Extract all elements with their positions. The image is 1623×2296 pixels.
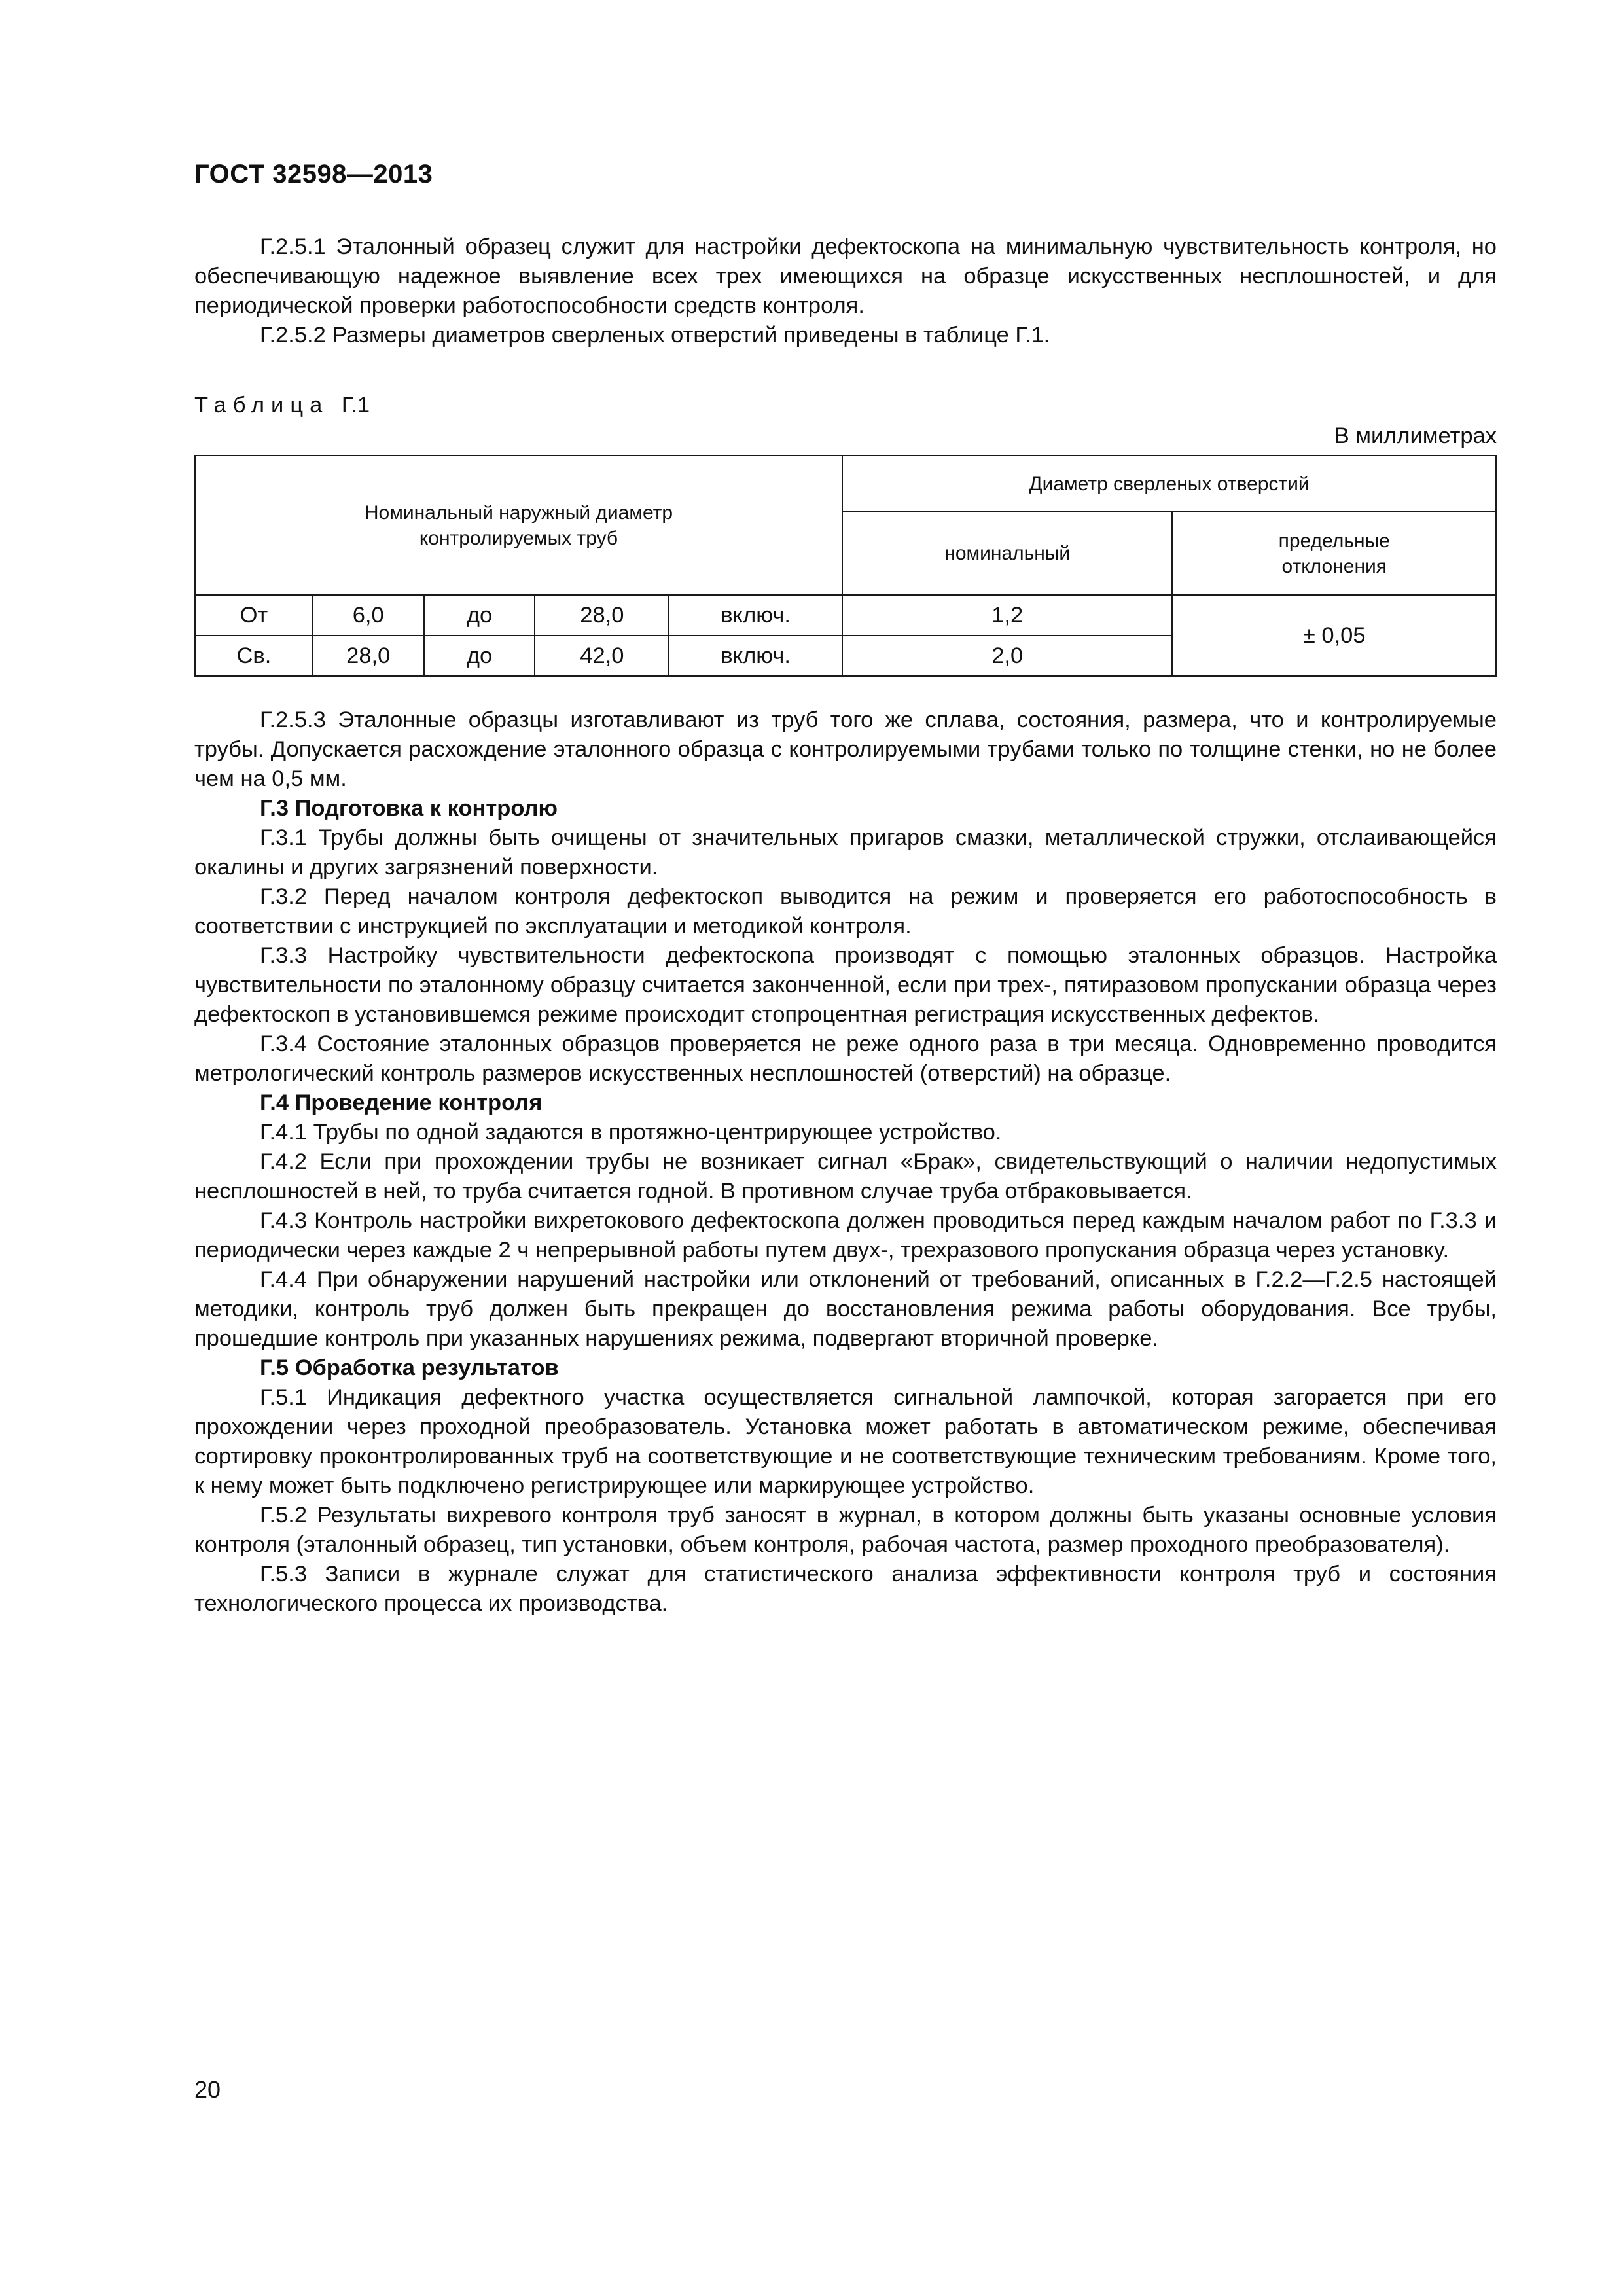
- table-units: В миллиметрах: [1334, 423, 1497, 448]
- section-heading-g5: Г.5 Обработка результатов: [260, 1355, 559, 1380]
- paragraph-g-5-1: Г.5.1 Индикация дефектного участка осуществляется сигнальной лампочкой, которая загорается при его прохождении через проходной преобразователь. Установка может работать в автоматическом режиме, обеспечивая сортировку проконтролированных труб на соответствующие и не соответствующие техническим требованиям. Кроме того, к нему может быть подключено регистрирующее или маркирующее устройство.: [194, 1385, 1497, 1498]
- paragraph-g-2-5-2: Г.2.5.2 Размеры диаметров сверленых отверстий приведены в таблице Г.1.: [260, 323, 1050, 348]
- table-caption: [194, 391, 1497, 420]
- header-nominal-outer-diameter-text: Номинальный наружный диаметр контролируемых труб: [364, 501, 673, 549]
- paragraph-g-3-3: Г.3.3 Настройку чувствительности дефектоскопа производят с помощью эталонных образцов. Настройка чувствительности по эталонному образцу считается законченной, если при трех-, пятиразовом пропускании образца через дефектоскоп в установившемся режиме происходит стопроцентная регистрация искусственных дефектов.: [194, 943, 1497, 1027]
- header-nominal-outer-diameter: [195, 456, 842, 595]
- paragraph-g-2-5-3: Г.2.5.3 Эталонные образцы изготавливают из труб того же сплава, состояния, размера, что и контролируемые трубы. Допускается расхождение эталонного образца с контролируемыми трубами только по толщине стенки, но не более чем на 0,5 мм.: [194, 708, 1497, 791]
- cell-from-word: От: [195, 595, 313, 636]
- paragraph-g-4-1: Г.4.1 Трубы по одной задаются в протяжно-центрирующее устройство.: [260, 1120, 1002, 1145]
- cell-nominal: 1,2: [842, 595, 1172, 636]
- section-heading-g4: Г.4 Проведение контроля: [260, 1090, 543, 1115]
- paragraph-g-2-5-1: Г.2.5.1 Эталонный образец служит для настройки дефектоскопа на минимальную чувствительность контроля, но обеспечивающую надежное выявление всех трех имеющихся на образце искусственных несплошностей, и для периодической проверки работоспособности средств контроля.: [194, 234, 1497, 318]
- header-nominal: номинальный: [842, 512, 1172, 595]
- table-caption-number: Г.1: [341, 393, 370, 418]
- cell-inclusive: включ.: [669, 636, 842, 676]
- cell-from-word: Св.: [195, 636, 313, 676]
- header-tolerance-text: предельные отклонения: [1278, 529, 1390, 577]
- cell-inclusive: включ.: [669, 595, 842, 636]
- paragraph-g-3-2: Г.3.2 Перед началом контроля дефектоскоп выводится на режим и проверяется его работоспособность в соответствии с инструкцией по эксплуатации и методикой контроля.: [194, 884, 1497, 939]
- page-content: [194, 232, 1497, 1619]
- paragraph-g-4-3: Г.4.3 Контроль настройки вихретокового дефектоскопа должен проводиться перед каждым началом работ по Г.3.3 и периодически через каждые 2 ч непрерывной работы путем двух-, трехразового пропускания образца через установку.: [194, 1208, 1497, 1263]
- table-header-row: [195, 456, 1496, 512]
- paragraph-g-3-1: Г.3.1 Трубы должны быть очищены от значительных пригаров смазки, металлической стружки, отслаивающейся окалины и других загрязнений поверхности.: [194, 825, 1497, 880]
- cell-tolerance: ± 0,05: [1172, 595, 1496, 676]
- cell-from-value: 28,0: [313, 636, 424, 676]
- cell-to-value: 28,0: [535, 595, 669, 636]
- cell-nominal: 2,0: [842, 636, 1172, 676]
- paragraph-g-4-2: Г.4.2 Если при прохождении трубы не возникает сигнал «Брак», свидетельствующий о наличии недопустимых несплошностей в ней, то труба считается годной. В противном случае труба отбраковывается.: [194, 1149, 1497, 1204]
- paragraph-g-3-4: Г.3.4 Состояние эталонных образцов проверяется не реже одного раза в три месяца. Одновременно проводится метрологический контроль размеров искусственных несплошностей (отверстий) на образце.: [194, 1031, 1497, 1086]
- table-caption-word: Таблица: [194, 393, 329, 418]
- page-number: 20: [194, 2076, 221, 2103]
- section-heading-g3: Г.3 Подготовка к контролю: [260, 796, 558, 821]
- cell-from-value: 6,0: [313, 595, 424, 636]
- cell-to-word: до: [424, 595, 535, 636]
- cell-to-word: до: [424, 636, 535, 676]
- document-code-header: ГОСТ 32598—2013: [194, 160, 433, 188]
- header-tolerance: [1172, 512, 1496, 595]
- table-row: [195, 595, 1496, 636]
- paragraph-g-4-4: Г.4.4 При обнаружении нарушений настройки или отклонений от требований, описанных в Г.2.2—Г.2.5 настоящей методики, контроль труб должен быть прекращен до восстановления режима работы оборудования. Все трубы, прошедшие контроль при указанных нарушениях режима, подвергают вторичной проверке.: [194, 1267, 1497, 1351]
- paragraph-g-5-2: Г.5.2 Результаты вихревого контроля труб заносят в журнал, в котором должны быть указаны основные условия контроля (эталонный образец, тип установки, объем контроля, рабочая частота, размер проходного преобразователя).: [194, 1503, 1497, 1557]
- paragraph-g-5-3: Г.5.3 Записи в журнале служат для статистического анализа эффективности контроля труб и состояния технологического процесса их производства.: [194, 1562, 1497, 1616]
- cell-to-value: 42,0: [535, 636, 669, 676]
- header-hole-diameter: Диаметр сверленых отверстий: [842, 456, 1496, 512]
- table-g1: [194, 455, 1497, 677]
